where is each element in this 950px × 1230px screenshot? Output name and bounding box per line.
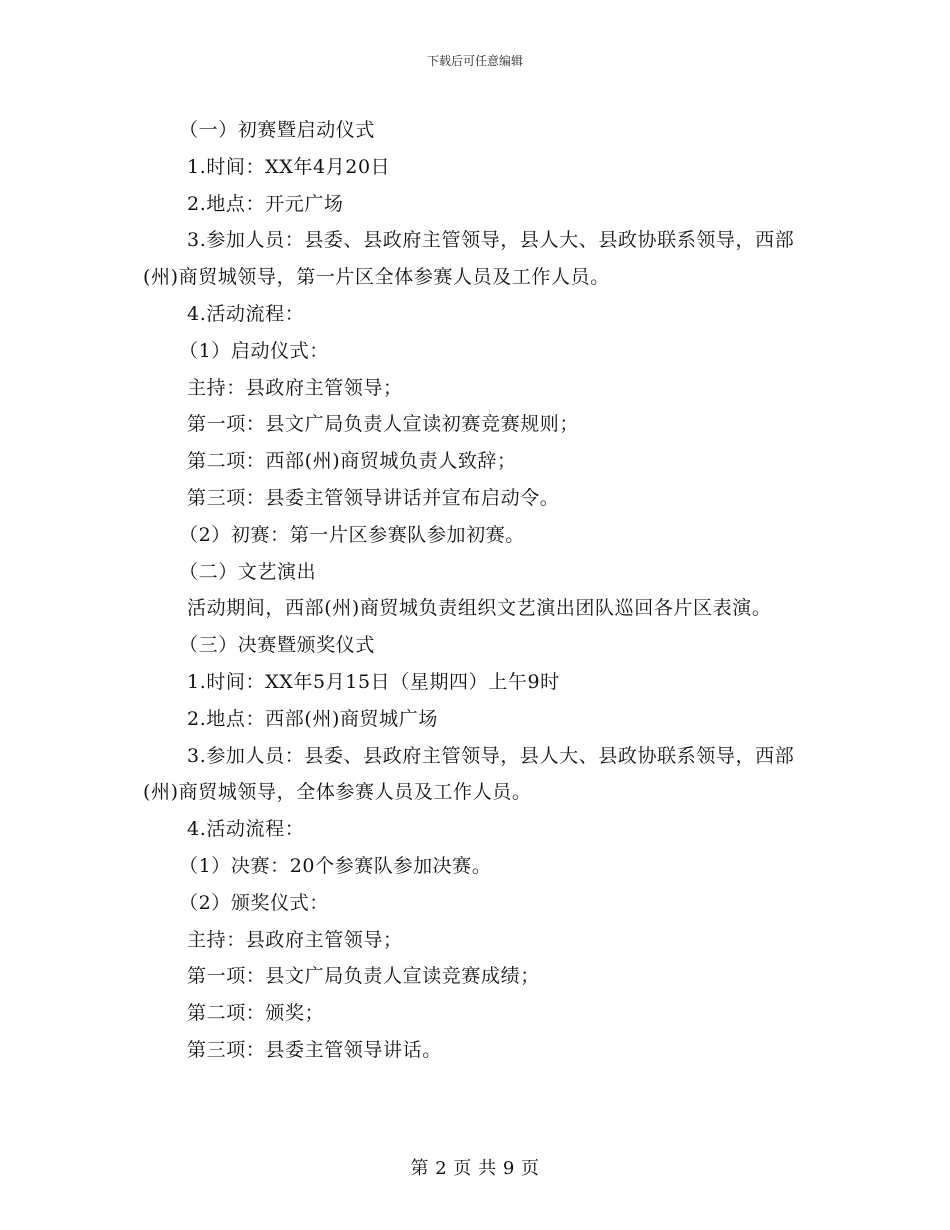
document-body <box>143 112 813 1069</box>
paragraph: 第一项：县文广局负责人宣读初赛竞赛规则； <box>187 413 580 436</box>
page-header: 下载后可任意编辑 <box>426 54 523 68</box>
page-number: 第 2 页 共 9 页 <box>410 1158 540 1179</box>
paragraph: （1）决赛：20个参赛队参加决赛。 <box>179 854 492 877</box>
paragraph: （2）初赛：第一片区参赛队参加初赛。 <box>179 523 525 546</box>
paragraph: 1.时间：XX年5月15日（星期四）上午9时 <box>187 670 560 693</box>
section-heading: （一）初赛暨启动仪式 <box>179 119 376 141</box>
section-heading: （二）文艺演出 <box>179 560 317 583</box>
paragraph: 2.地点：开元广场 <box>187 192 344 215</box>
paragraph: 4.活动流程： <box>187 818 305 841</box>
paragraph: 第一项：县文广局负责人宣读竞赛成绩； <box>187 965 540 988</box>
paragraph: 2.地点：西部(州)商贸城广场 <box>187 707 438 730</box>
paragraph: 第二项：西部(州)商贸城负责人致辞； <box>187 450 517 473</box>
paragraph: 第三项：县委主管领导讲话。 <box>187 1038 442 1061</box>
paragraph: 活动期间，西部(州)商贸城负责组织文艺演出团队巡回各片区表演。 <box>187 597 772 620</box>
section-heading: （三）决赛暨颁奖仪式 <box>179 634 376 657</box>
paragraph: 1.时间：XX年4月20日 <box>187 155 391 178</box>
paragraph: 第二项：颁奖； <box>187 1002 325 1025</box>
paragraph: 3.参加人员：县委、县政府主管领导，县人大、县政协联系领导，西部(州)商贸城领导，第一片区全体参赛人员及工作人员。 <box>143 229 795 289</box>
paragraph: 4.活动流程： <box>187 302 305 325</box>
paragraph: 主持：县政府主管领导； <box>187 928 403 951</box>
paragraph: （1）启动仪式： <box>179 339 329 362</box>
paragraph: 3.参加人员：县委、县政府主管领导，县人大、县政协联系领导，西部(州)商贸城领导，全体参赛人员及工作人员。 <box>143 744 795 804</box>
paragraph: 第三项：县委主管领导讲话并宣布启动令。 <box>187 486 560 509</box>
paragraph: 主持：县政府主管领导； <box>187 376 403 399</box>
paragraph: （2）颁奖仪式： <box>179 891 329 914</box>
